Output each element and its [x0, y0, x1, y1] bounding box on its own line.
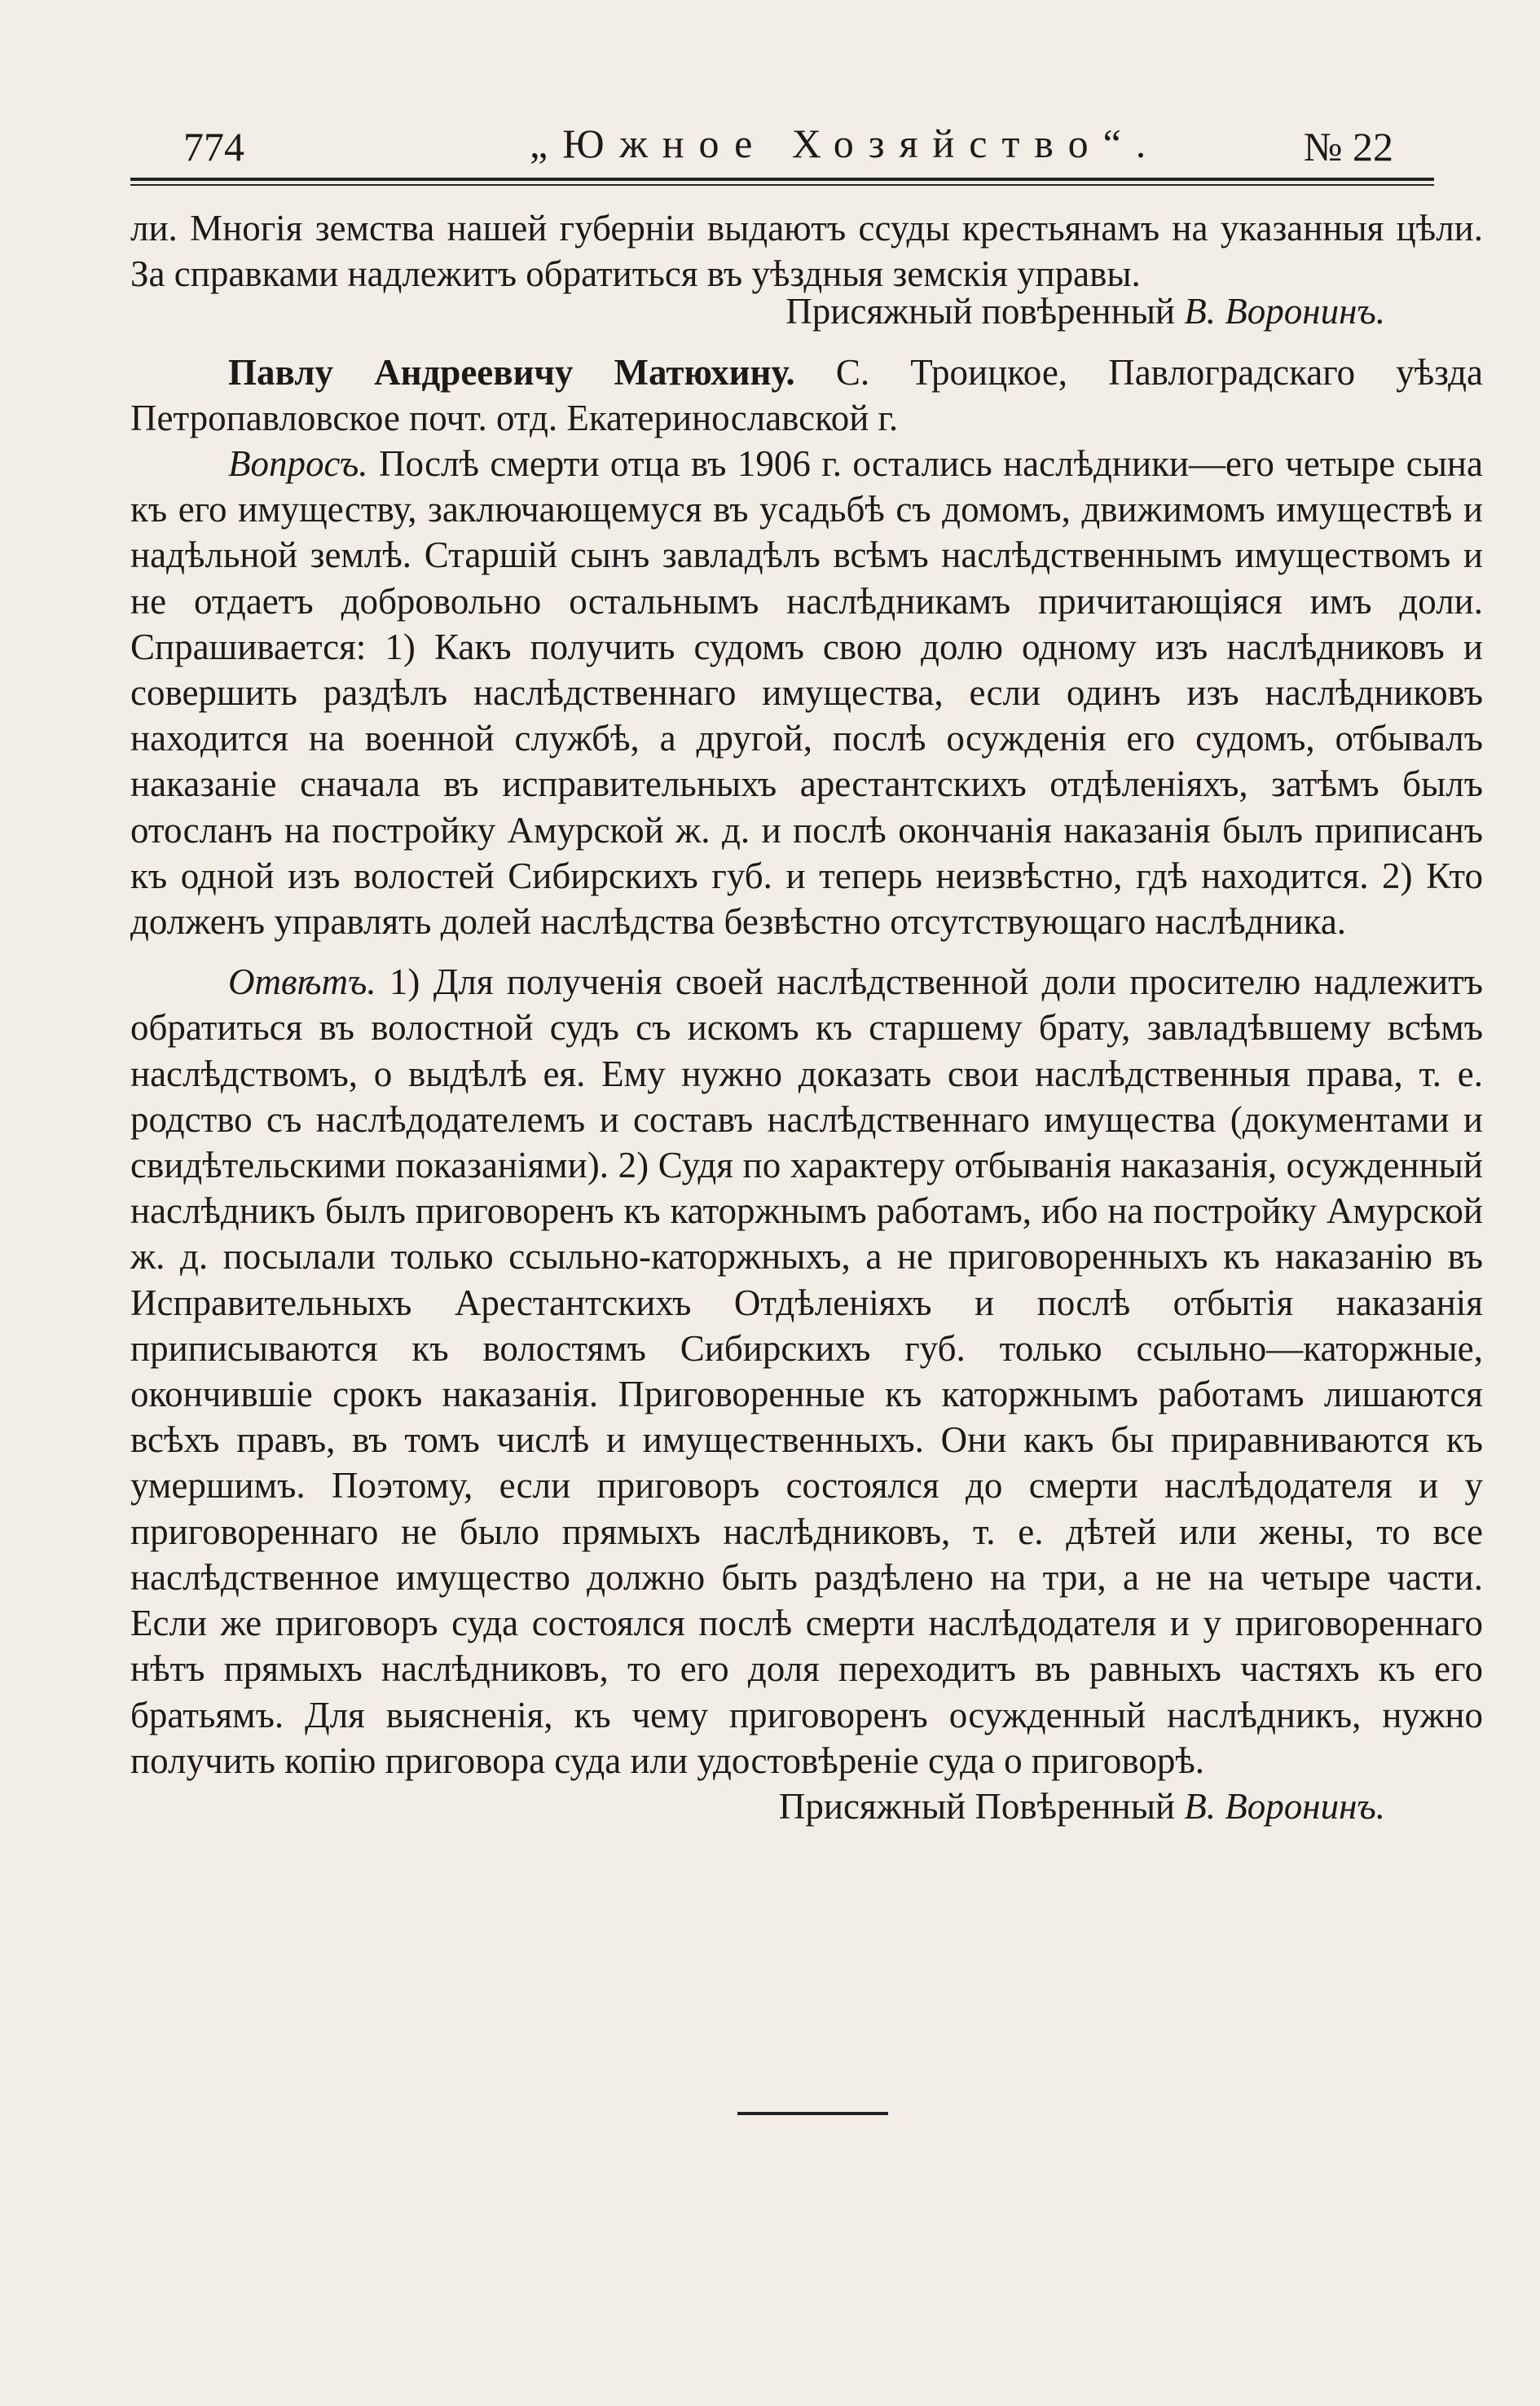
previous-answer-continuation: ли. Многія земства нашей губерніи выдаютъ ссуды крестьянамъ на указанныя цѣли. За справками надлежитъ обратиться въ уѣздныя земскія управы.: [130, 208, 1483, 295]
signature-prefix: Присяжный повѣренный: [785, 291, 1176, 332]
header-rule: [130, 178, 1434, 186]
page-content: [130, 205, 1483, 1829]
letter-recipient-line: [130, 350, 1483, 441]
journal-title: „Южное Хозяйство“.: [530, 121, 1161, 166]
end-rule: [737, 2112, 888, 2115]
recipient-address: С. Троицкое, Павлоградскаго уѣзда Петропавловское почт. отд. Екатеринославской г.: [130, 351, 1483, 438]
signature-name: В. Воронинъ.: [1184, 291, 1385, 332]
answer-text: 1) Для полученія своей наслѣдственной доли просителю надлежитъ обратиться въ волостной судъ съ искомъ къ старшему брату, завладѣвшему всѣмъ наслѣдствомъ, о выдѣлѣ ея. Ему нужно доказать свои наслѣдственныя права, т. е. родство съ наслѣдодателемъ и составъ наслѣдственнаго имущества (документами и свидѣтельскими показаніями). 2) Судя по характеру отбыванія наказанія, осужденный наслѣдникъ былъ приговоренъ къ каторжнымъ работамъ, ибо на постройку Амурской ж. д. посылали только ссыльно-каторжныхъ, а не приговоренныхъ къ наказанію въ Исправительныхъ Арестантскихъ Отдѣленіяхъ и послѣ отбытія наказанія приписываются къ волостямъ Сибирскихъ губ. только ссыльно—каторжные, окончившіе срокъ наказанія. Приговоренные къ каторжнымъ работамъ лишаются всѣхъ правъ, въ томъ числѣ и имущественныхъ. Они какъ бы приравниваются къ умершимъ. Поэтому, если приговоръ состоялся до смерти наслѣдодателя и у приговореннаго не было прямыхъ наслѣдниковъ, т. е. дѣтей или жены, то все наслѣдственное имущество должно быть раздѣлено на три, а не на четыре части. Если же приговоръ суда состоялся послѣ смерти наслѣдодателя и у приговореннаго нѣтъ прямыхъ наслѣдниковъ, то его доля переходитъ въ равныхъ частяхъ къ его братьямъ. Для выясненія, къ чему приговоренъ осужденный наслѣдникъ, нужно получить копію приговора суда или удостовѣреніе суда о приговорѣ.: [130, 961, 1483, 1781]
question-paragraph: [130, 441, 1483, 944]
answer-signature: [130, 1784, 1483, 1829]
page-header: [130, 122, 1483, 171]
answer-paragraph: [130, 959, 1483, 1784]
question-label: Вопросъ.: [228, 443, 368, 485]
signature-name: В. Воронинъ.: [1184, 1785, 1385, 1827]
question-text: Послѣ смерти отца въ 1906 г. остались наслѣдники—его четыре сына къ его имуществу, заключающемуся въ усадьбѣ съ домомъ, движимомъ имуществѣ и надѣльной землѣ. Старшій сынъ завладѣлъ всѣмъ наслѣдственнымъ имуществомъ и не отдаетъ добровольно остальнымъ наслѣдникамъ причитающіяся имъ доли. Спрашивается: 1) Какъ получить судомъ свою долю одному изъ наслѣдниковъ и совершить раздѣлъ наслѣдственнаго имущества, если одинъ изъ наслѣдниковъ находится на военной службѣ, а другой, послѣ осужденія его судомъ, отбывалъ наказаніе сначала въ исправительныхъ арестантскихъ отдѣленіяхъ, затѣмъ былъ отосланъ на постройку Амурской ж. д. и послѣ окончанія наказанія былъ приписанъ къ одной изъ волостей Сибирскихъ губ. и теперь неизвѣстно, гдѣ находится. 2) Кто долженъ управлять долей наслѣдства безвѣстно отсутствующаго наслѣдника.: [130, 443, 1483, 943]
recipient-name: Павлу Андреевичу Матюхину.: [228, 351, 795, 393]
page-number: 774: [183, 124, 244, 169]
signature-prefix: Присяжный Повѣренный: [778, 1785, 1176, 1827]
issue-number: № 22: [1303, 124, 1393, 169]
answer-label: Отвѣтъ.: [228, 961, 376, 1003]
